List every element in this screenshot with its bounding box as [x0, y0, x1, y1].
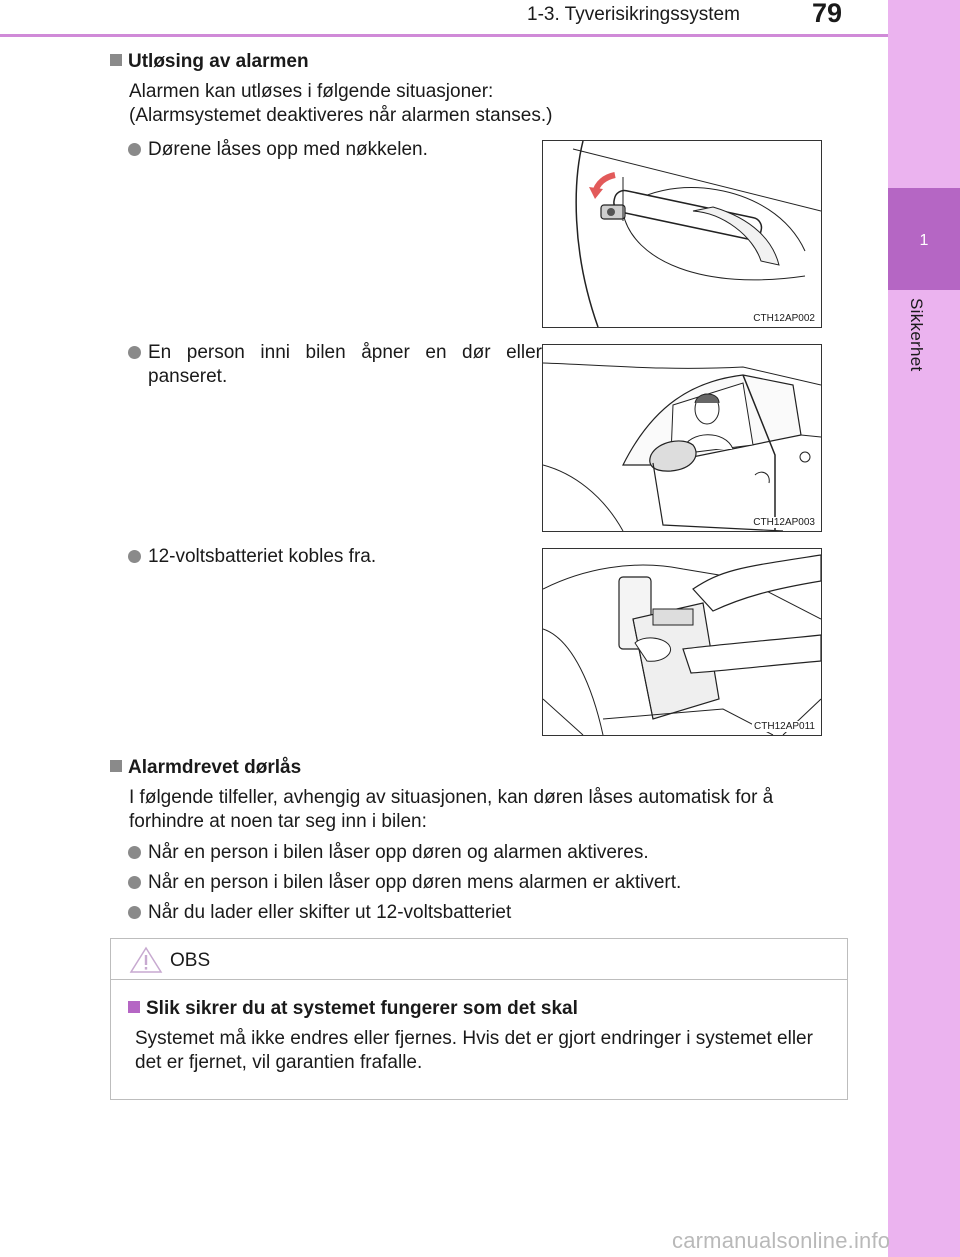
square-bullet-icon [110, 54, 122, 66]
list-item-text: 12-voltsbatteriet kobles fra. [148, 546, 377, 567]
header-rule [0, 34, 888, 37]
battery-illustration [543, 549, 821, 735]
list-item [128, 138, 520, 162]
heading-text: Alarmdrevet dørlås [128, 757, 302, 778]
heading-text: Utløsing av alarmen [128, 51, 309, 72]
square-bullet-icon [110, 760, 122, 772]
watermark: carmanualsonline.info [672, 1228, 891, 1253]
list-item-text: Når en person i bilen låser opp døren og alarmen aktiveres. [148, 842, 649, 863]
door-lock-intro: I følgende tilfeller, avhengig av situasjonen, kan døren låses automatisk for å forhindre at noen tar seg inn i bilen: [129, 787, 774, 832]
warning-triangle-icon [129, 946, 163, 974]
square-bullet-icon [128, 1001, 140, 1013]
list-item-text: Når en person i bilen låser opp døren mens alarmen er aktivert. [148, 872, 682, 893]
section-title: 1-3. Tyverisikringssystem [527, 4, 740, 25]
caution-title [128, 998, 578, 1020]
bullet-dot-icon [128, 846, 141, 859]
car-door-illustration [543, 345, 821, 531]
page-number: 79 [812, 0, 843, 28]
figure-code: CTH12AP002 [753, 313, 815, 324]
list-item [128, 341, 542, 389]
list-item-text: Når du lader eller skifter ut 12-voltsbatteriet [148, 902, 512, 923]
section-heading-alarm-trigger [110, 51, 309, 73]
figure-code: CTH12AP003 [753, 517, 815, 528]
bullet-dot-icon [128, 876, 141, 889]
bullet-dot-icon [128, 906, 141, 919]
figure-person-opens-door [542, 344, 822, 532]
caution-header [111, 939, 847, 980]
door-handle-illustration [543, 141, 821, 327]
list-item [128, 841, 848, 865]
chapter-label: Sikkerhet [907, 298, 926, 372]
caution-label: OBS [170, 950, 211, 971]
list-item-text: En person inni bilen åpner en dør eller panseret. [148, 342, 542, 387]
bullet-dot-icon [128, 550, 141, 563]
figure-door-key-unlock [542, 140, 822, 328]
list-item [128, 901, 848, 925]
figure-battery-disconnect [542, 548, 822, 736]
caution-box [110, 938, 848, 1100]
bullet-dot-icon [128, 346, 141, 359]
list-item [128, 871, 848, 895]
caution-text: Systemet må ikke endres eller fjernes. Hvis det er gjort endringer i systemet eller det er fjernet, vil garantien frafalle. [135, 1028, 813, 1073]
list-item-text: Dørene låses opp med nøkkelen. [148, 139, 428, 160]
alarm-intro-line-2: (Alarmsystemet deaktiveres når alarmen stanses.) [129, 105, 553, 126]
section-heading-alarm-door-lock [110, 757, 301, 779]
figure-code: CTH12AP011 [754, 721, 815, 732]
caution-title-text: Slik sikrer du at systemet fungerer som det skal [146, 998, 578, 1019]
chapter-number: 1 [919, 232, 929, 249]
bullet-dot-icon [128, 143, 141, 156]
alarm-intro-line-1: Alarmen kan utløses i følgende situasjoner: [129, 81, 494, 102]
list-item [128, 545, 520, 569]
